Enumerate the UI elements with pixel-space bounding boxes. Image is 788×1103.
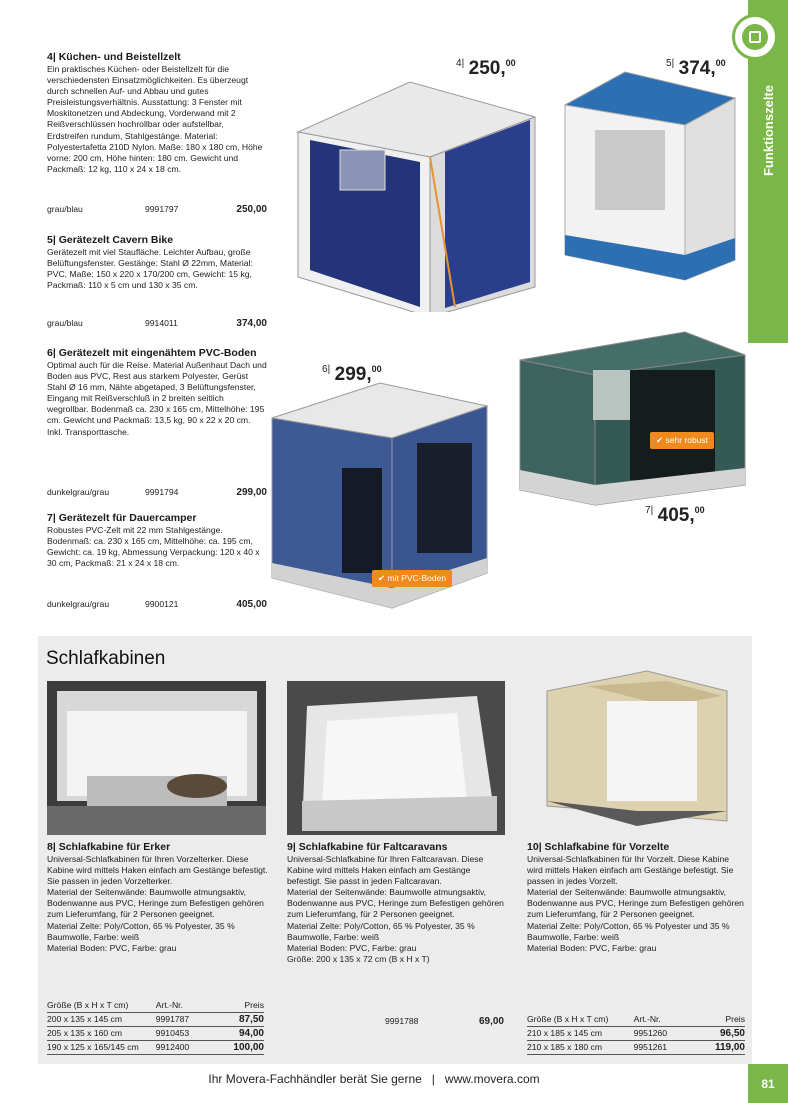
product-material-boden: Material Boden: PVC, Farbe: grau [47, 942, 177, 953]
price-tag-7: $^{7|}$ 405,00 [645, 505, 705, 526]
product-material-boden: Material Boden: PVC, Farbe: grau [527, 942, 657, 953]
tent-5-image [555, 70, 745, 285]
product-description: Universal-Schlafkabinen für Ihr Vorzelt. Diese Kabine wird mittels Haken einfach am Gestänge befestigt. Sie passen in jedes Vorzelt. [527, 854, 734, 887]
kabine-9 [287, 841, 507, 965]
kabine-10-image [527, 661, 746, 837]
product-description: Robustes PVC-Zelt mit 22 mm Stahlgestänge. Bodenmaß: ca. 230 x 165 cm, Mittelhöhe: ca. 195 cm, Gewicht: ca. 19 kg, Abmessung Verpackung: 120 x 40 x 30 cm, Packmaß: 21 x 24 x 18 cm. [47, 525, 260, 569]
product-material: Material der Seitenwände: Baumwolle atmungsaktiv, Bodenwanne aus PVC, Heringe zum Befestigen gehören zum Lieferumfang, für 2 Personen geeignet. [287, 887, 504, 920]
product-4-price-row: grau/blau 9991797 250,00 [47, 204, 267, 215]
footer-text: Ihr Movera-Fachhändler berät Sie gerne | www.movera.com [208, 1072, 540, 1086]
kabine-8-table: Größe (B x H x T cm) Art.-Nr. Preis 200 x 135 x 145 cm 9991787 87,50 205 x 135 x 160 cm 9910453 94,00 190 x 125 x 165/145 cm 9912400 100,00 [47, 999, 264, 1053]
product-title: 7| Gerätezelt für Dauercamper [47, 512, 197, 524]
table-row: 200 x 135 x 145 cm 9991787 87,50 [47, 1013, 264, 1025]
product-7 [47, 512, 267, 569]
product-7-price-row: dunkelgrau/grau 9900121 405,00 [47, 599, 267, 610]
kabine-10 [527, 841, 747, 954]
price-tag-6: $^{6|}$ 299,00 [322, 364, 382, 385]
product-description: Universal-Schlafkabine für Ihren Faltcaravan. Diese Kabine wird mittels Haken einfach am Gestänge befestigt. Sie passt in jeden Faltcaravan. [287, 854, 484, 887]
kabine-8 [47, 841, 272, 954]
kabine-8-image [47, 681, 266, 835]
product-title: 4| Küchen- und Beistellzelt [47, 51, 181, 63]
product-5-price-row: grau/blau 9914011 374,00 [47, 318, 267, 329]
badge-pvc-boden: ✔ mit PVC-Boden [372, 570, 452, 587]
table-row: 210 x 185 x 180 cm 9951261 119,00 [527, 1041, 745, 1053]
product-material-boden: Material Boden: PVC, Farbe: grau [287, 942, 417, 953]
product-description: Universal-Schlafkabinen für Ihren Vorzelterker. Diese Kabine wird mittels Haken einfach am Gestänge befestigt. Sie passen in jeden Vorzelterker. [47, 854, 268, 887]
product-description: Gerätezelt mit viel Staufläche. Leichter Aufbau, große Belüftungsfenster. Gestänge: Stahl Ø 22mm, Material: PVC, Maße: 150 x 220 x 170/200 cm, Gewicht: 15 kg, Packmaß: 110 x 5 cm und 130 x 35 cm. [47, 247, 253, 291]
product-title: 8| Schlafkabine für Erker [47, 841, 171, 853]
tent-4-image [280, 72, 550, 312]
sidebar-label: Funktionszelte [760, 84, 776, 176]
price-tag-4: $^{4|}$ 250,00 [456, 58, 516, 79]
product-material-zelte: Material Zelte: Poly/Cotton, 65 % Polyester und 35 % Baumwolle, Farbe: weiß [527, 920, 730, 942]
product-6 [47, 347, 267, 438]
product-6-price-row: dunkelgrau/grau 9991794 299,00 [47, 487, 267, 498]
product-title: 5| Gerätezelt Cavern Bike [47, 234, 174, 246]
product-material-zelte: Material Zelte: Poly/Cotton, 65 % Polyester, 35 % Baumwolle, Farbe: weiß [287, 920, 475, 942]
product-material: Material der Seitenwände: Baumwolle atmungsaktiv, Bodenwanne aus PVC, Heringe zum Befestigen gehören zum Lieferumfang, für 2 Personen geeignet. [527, 887, 744, 920]
price-tag-5: $^{5|}$ 374,00 [666, 58, 726, 79]
product-description: Ein praktisches Küchen- oder Beistellzelt für die verschiedensten Einsatzmöglichkeiten. Es überzeugt durch schnellen Auf- und Abbau und gutes Preisleistungsverhältnis. Ausstattung: 3 Fenster mit Moskitonetzen und Abdeckung, Vorderwand mit 2 Reißverschlüssen hochrollbar oder aufstellbar, Erdstreifen rundum, Stahlgestänge. Material: Polyestertafetta 210D Nylon. Maße: 180 x 180 cm, Höhe vorne: 200 cm, Höhe hinten: 180 cm. Gewicht und Packmaß: 12 kg, 110 x 24 x 18 cm. [47, 64, 263, 174]
product-title: 10| Schlafkabine für Vorzelte [527, 841, 670, 853]
tent-7-image [515, 330, 748, 508]
product-material-zelte: Material Zelte: Poly/Cotton, 65 % Polyester, 35 % Baumwolle, Farbe: weiß [47, 920, 235, 942]
product-size: Größe: 200 x 135 x 72 cm (B x H x T) [287, 953, 430, 964]
table-row: 190 x 125 x 165/145 cm 9912400 100,00 [47, 1041, 264, 1053]
product-description: Optimal auch für die Reise. Material Außenhaut Dach und Boden aus PVC, Rest aus starkem Polyester, Gerüst Stahl Ø 16 mm, Nähte abgetaped, 3 Belüftungsfenster, Eingang mit Reißverschluß in 2 breiten seitlich wegrollbar. Bodenmaß ca. 230 x 165 cm, Mittelhöhe: 195 cm. Gewicht und Packmaß: 13,5 kg, 90 x 22 x 20 cm. Inkl. Transporttasche. [47, 360, 267, 437]
table-row: 210 x 185 x 145 cm 9951260 96,50 [527, 1027, 745, 1039]
product-title: 9| Schlafkabine für Faltcaravans [287, 841, 448, 853]
kabine-10-table: Größe (B x H x T cm) Art.-Nr. Preis 210 x 185 x 145 cm 9951260 96,50 210 x 185 x 180 cm 9951261 119,00 [527, 1013, 745, 1053]
table-row: 205 x 135 x 160 cm 9910453 94,00 [47, 1027, 264, 1039]
product-title: 6| Gerätezelt mit eingenähtem PVC-Boden [47, 347, 257, 359]
badge-sehr-robust: ✔ sehr robust [650, 432, 714, 449]
page-number: 81 [748, 1064, 788, 1103]
category-logo-icon [732, 14, 778, 60]
kabine-9-image [287, 681, 505, 835]
kabine-9-price-row: 9991788 69,00 [385, 1016, 504, 1027]
product-material: Material der Seitenwände: Baumwolle atmungsaktiv, Bodenwanne aus PVC, Heringe zum Befestigen gehören zum Lieferumfang, für 2 Personen geeignet. [47, 887, 264, 920]
product-4 [47, 51, 267, 175]
product-5 [47, 234, 267, 291]
section-heading: Schlafkabinen [46, 648, 166, 669]
